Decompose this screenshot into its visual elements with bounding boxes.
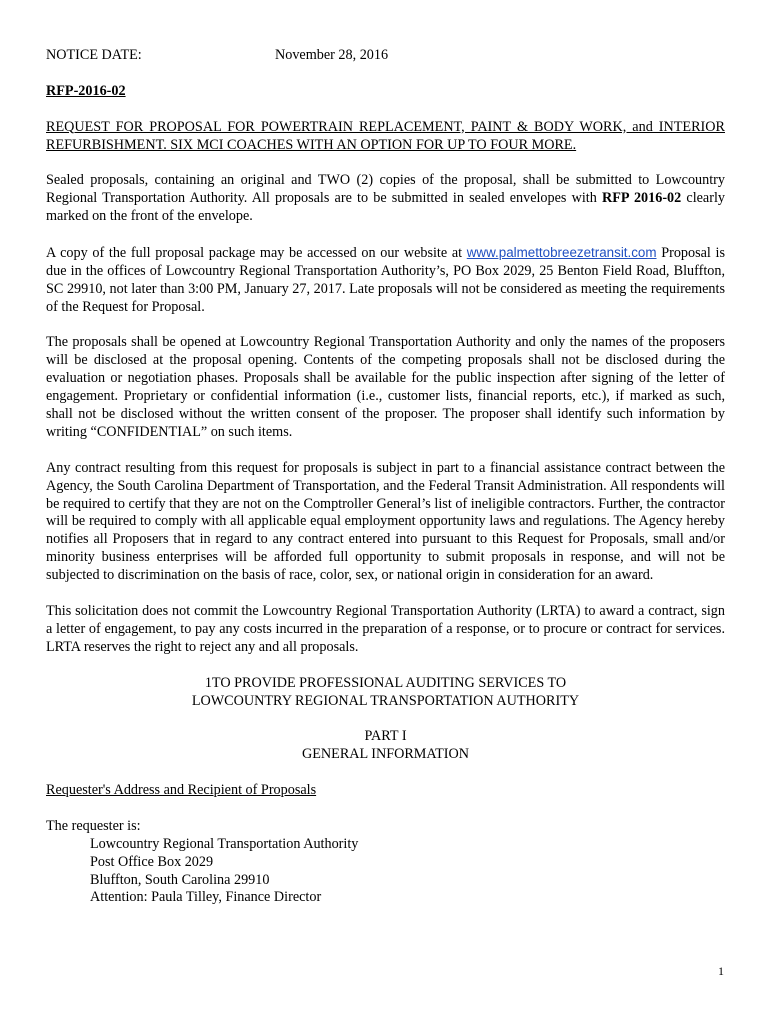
- sealed-proposals-paragraph: [46, 172, 725, 226]
- part-heading-line-2: GENERAL INFORMATION: [302, 746, 469, 763]
- copy-text-before: A copy of the full proposal package may be accessed on our website at: [46, 244, 467, 261]
- notice-date-line: [46, 47, 725, 65]
- proposal-package-paragraph: [46, 244, 725, 317]
- notice-date-label: NOTICE DATE:: [46, 47, 142, 63]
- part-heading-line-1: PART I: [364, 728, 407, 745]
- notice-date-value: November 28, 2016: [275, 47, 389, 63]
- rfp-number: RFP-2016-02: [46, 82, 126, 99]
- address-line: Bluffton, South Carolina 29910: [90, 871, 270, 888]
- copy-text-after: Proposal is due in the offices of Lowcountry Regional Transportation Authority’s, PO Box 2029, 25 Benton Field Road, Bluffton, SC 29910, not later than 3:00 PM, January 27, 2017. Late proposals will not be considered as meeting the requirements of the Request for Proposal.: [46, 244, 725, 315]
- document-page: [46, 47, 725, 907]
- proposal-opening-paragraph: The proposals shall be opened at Lowcountry Regional Transportation Authority and only the names of the proposers will be disclosed at the proposal opening. Contents of the competing proposals shall not be disclosed during the evaluation or negotiation phases. Proposals shall be available for the public inspection after signing of the letter of engagement. Proprietary or confidential information (i.e., customer lists, financial reports, etc.), if marked as such, shall not be disclosed without the written consent of the proposer. The proposer shall identify such information by writing “CONFIDENTIAL” on such items.: [46, 334, 725, 440]
- rfp-title: REQUEST FOR PROPOSAL FOR POWERTRAIN REPLACEMENT, PAINT & BODY WORK, and INTERIOR REFURBISHMENT. SIX MCI COACHES WITH AN OPTION FOR UP TO FOUR MORE.: [46, 118, 725, 153]
- solicitation-paragraph: This solicitation does not commit the Lowcountry Regional Transportation Authority (LRTA) to award a contract, sign a letter of engagement, to pay any costs incurred in the preparation of a response, or to procure or contract for services. LRTA reserves the right to reject any and all proposals.: [46, 602, 725, 655]
- sealed-text-after: clearly marked on the front of the envelope.: [46, 190, 725, 225]
- services-heading: [46, 675, 725, 711]
- website-link[interactable]: www.palmettobreezetransit.com: [466, 244, 657, 260]
- address-line: Attention: Paula Tilley, Finance Director: [90, 889, 322, 906]
- requester-address: [90, 836, 725, 908]
- requester-intro: The requester is:: [46, 817, 141, 834]
- services-heading-line-1: 1TO PROVIDE PROFESSIONAL AUDITING SERVICES TO: [204, 674, 567, 691]
- sealed-rfp-reference: RFP 2016-02: [601, 190, 682, 207]
- part-heading: [46, 728, 725, 764]
- sealed-text-before: Sealed proposals, containing an original and TWO (2) copies of the proposal, shall be submitted to Lowcountry Regional Transportation Authority. All proposals are to be submitted in sealed envelopes with: [46, 172, 725, 207]
- address-line: Lowcountry Regional Transportation Authority: [90, 835, 359, 852]
- address-line: Post Office Box 2029: [90, 853, 214, 870]
- services-heading-line-2: LOWCOUNTRY REGIONAL TRANSPORTATION AUTHORITY: [191, 692, 580, 709]
- page-number: 1: [718, 964, 724, 978]
- section-title: Requester's Address and Recipient of Proposals: [46, 782, 317, 798]
- contract-paragraph: Any contract resulting from this request for proposals is subject in part to a financial assistance contract between the Agency, the South Carolina Department of Transportation, and the Federal Transit Administration. All respondents will be required to certify that they are not on the Comptroller General’s list of ineligible contractors. Further, the contractor will be required to comply with all applicable equal employment opportunity laws and regulations. The Agency hereby notifies all Proposers that in regard to any contract entered into pursuant to this Request for Proposals, small and/or minority business enterprises will be afforded full opportunity to submit proposals in response, and will not be subjected to discrimination on the basis of race, color, sex, or national origin in consideration for an award.: [46, 459, 725, 584]
